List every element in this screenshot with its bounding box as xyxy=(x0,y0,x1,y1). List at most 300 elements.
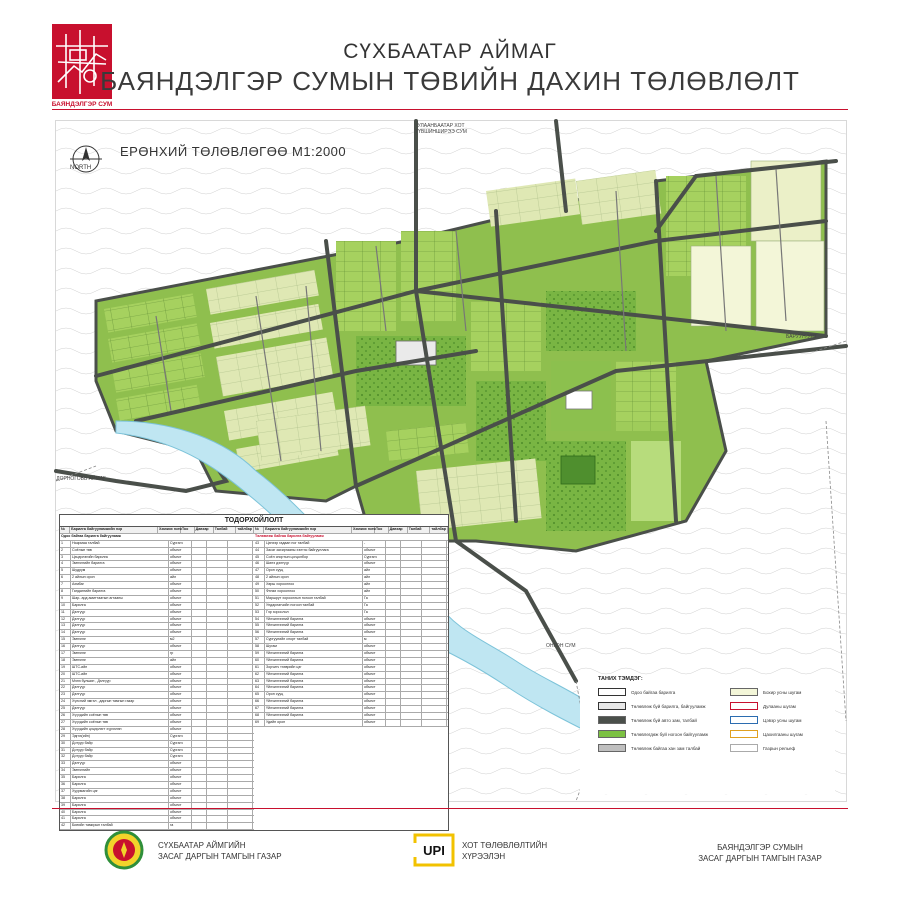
row-number: 53 xyxy=(254,610,265,616)
legend-existing-building xyxy=(598,688,675,696)
row-value xyxy=(207,548,228,554)
row-unit: объект xyxy=(169,589,192,595)
header-floors: Давхар xyxy=(195,527,214,533)
row-value xyxy=(401,720,422,726)
row-value xyxy=(422,575,447,581)
row-value xyxy=(401,713,422,719)
row-number: 32 xyxy=(60,754,71,760)
row-number: 11 xyxy=(60,610,71,616)
row-unit: объект xyxy=(169,561,192,567)
row-unit: объект xyxy=(169,713,192,719)
row-unit: айл xyxy=(363,568,386,574)
row-value xyxy=(228,810,253,816)
row-value xyxy=(207,727,228,733)
table-header-row xyxy=(254,527,448,534)
legend-water-line xyxy=(730,716,801,724)
aimag-office-line2: ЗАСАГ ДАРГЫН ТАМГЫН ГАЗАР xyxy=(158,852,282,861)
row-unit: объект xyxy=(363,665,386,671)
north-label: NORTH xyxy=(70,165,92,171)
row-value xyxy=(401,665,422,671)
row-value xyxy=(207,617,228,623)
row-number: 23 xyxy=(60,692,71,698)
table-row xyxy=(60,582,254,589)
row-value xyxy=(192,713,207,719)
row-unit: объект xyxy=(169,685,192,691)
row-number: 34 xyxy=(60,768,71,774)
row-unit: айл xyxy=(169,575,192,581)
row-value xyxy=(228,665,253,671)
row-unit: объект xyxy=(363,623,386,629)
row-unit: объект xyxy=(363,630,386,636)
row-name: Дэлгүүр xyxy=(71,610,169,616)
row-value xyxy=(192,823,207,829)
header-area: Талбай xyxy=(408,527,431,533)
row-name: Хуурмагийн цэг xyxy=(71,789,169,795)
header-name: Барилга байгууламжийн нэр xyxy=(264,527,352,533)
row-unit: объект xyxy=(169,810,192,816)
table-row xyxy=(60,596,254,603)
row-unit: Га xyxy=(363,596,386,602)
row-value xyxy=(386,623,401,629)
row-value xyxy=(422,630,447,636)
row-unit: объект xyxy=(169,720,192,726)
row-value xyxy=(228,555,253,561)
row-value xyxy=(207,555,228,561)
row-number: 40 xyxy=(60,810,71,816)
table-row xyxy=(254,617,448,624)
row-number: 43 xyxy=(254,541,265,547)
row-value xyxy=(228,796,253,802)
row-number: 45 xyxy=(254,555,265,561)
row-name: Шугам xyxy=(265,644,363,650)
table-row xyxy=(254,685,448,692)
row-number: 49 xyxy=(254,582,265,588)
legend-label: Төлөвлөгдөж буй ногоон байгууламж xyxy=(631,731,709,737)
header-name: Барилга байгууламжийн нэр xyxy=(70,527,158,533)
row-unit: Сургагч xyxy=(169,734,192,740)
aimag-title: СҮХБААТАР АЙМАГ xyxy=(343,40,557,63)
table-row xyxy=(254,706,448,713)
row-number: 61 xyxy=(254,665,265,671)
row-unit: объект xyxy=(169,617,192,623)
row-name: Дэлгүүр xyxy=(71,692,169,698)
table-row xyxy=(60,823,254,830)
row-value xyxy=(192,637,207,643)
row-value xyxy=(207,685,228,691)
row-value xyxy=(386,630,401,636)
row-unit: объект xyxy=(169,761,192,767)
table-row xyxy=(254,651,448,658)
row-number: 4 xyxy=(60,561,71,567)
row-unit: объект xyxy=(363,548,386,554)
row-number: 5 xyxy=(60,568,71,574)
legend-title: ТАНИХ ТЭМДЭГ: xyxy=(598,676,643,682)
row-value xyxy=(192,555,207,561)
row-value xyxy=(386,603,401,609)
row-value xyxy=(386,548,401,554)
section-existing-label: Одоо байгаа барилга байгууламж xyxy=(61,533,122,538)
row-number: 47 xyxy=(254,568,265,574)
row-value xyxy=(228,589,253,595)
row-value xyxy=(422,623,447,629)
row-number: 39 xyxy=(60,803,71,809)
table-row xyxy=(254,555,448,562)
row-value xyxy=(207,610,228,616)
table-row xyxy=(60,720,254,727)
row-number: 64 xyxy=(254,685,265,691)
row-unit: Га xyxy=(363,610,386,616)
row-value xyxy=(228,548,253,554)
row-unit: объект xyxy=(169,706,192,712)
table-row xyxy=(60,713,254,720)
row-number: 46 xyxy=(254,561,265,567)
legend-heating-line xyxy=(730,702,796,710)
row-value xyxy=(192,596,207,602)
row-value xyxy=(207,768,228,774)
row-value xyxy=(228,748,253,754)
row-value xyxy=(207,775,228,781)
section-planned-label: Төлөвлөж байгаа барилга байгууламж xyxy=(255,533,324,538)
row-value xyxy=(207,823,228,829)
specification-columns xyxy=(60,527,448,830)
row-value xyxy=(192,741,207,747)
row-unit: объект xyxy=(169,555,192,561)
row-number: 37 xyxy=(60,789,71,795)
row-unit: объект xyxy=(363,699,386,705)
road-label-east: БАРУУН-УРТ xyxy=(786,334,817,340)
row-number: 66 xyxy=(254,699,265,705)
table-row xyxy=(60,754,254,761)
row-value xyxy=(401,582,422,588)
row-name: Удийн орон xyxy=(265,720,363,726)
row-unit: айл xyxy=(169,658,192,664)
row-number: 51 xyxy=(254,596,265,602)
row-value xyxy=(422,589,447,595)
row-unit: айл xyxy=(363,582,386,588)
row-unit: объект xyxy=(363,679,386,685)
row-value xyxy=(228,727,253,733)
row-value xyxy=(401,658,422,664)
row-value xyxy=(386,665,401,671)
row-value xyxy=(386,610,401,616)
row-value xyxy=(422,582,447,588)
row-value xyxy=(386,672,401,678)
row-name: Сургуулийн спорт талбай xyxy=(265,637,363,643)
row-number: 10 xyxy=(60,603,71,609)
row-value xyxy=(192,658,207,664)
row-name: Үйлчилгээний барилга xyxy=(265,672,363,678)
row-value xyxy=(228,823,253,829)
table-row xyxy=(60,748,254,755)
row-unit: объект xyxy=(169,816,192,822)
row-name: Хүүхдийн соёлын төв xyxy=(71,720,169,726)
row-name: Шинэ дэлгүүр xyxy=(265,561,363,567)
row-value xyxy=(192,665,207,671)
row-value xyxy=(192,720,207,726)
road-label-north: УЛААНБААТАР ХОТ ТҮВШИНШИРЭЭ СУМ xyxy=(415,123,467,135)
header-unit: Хэмжих нэгж xyxy=(158,527,182,531)
specification-title: ТОДОРХОЙЛОЛТ xyxy=(60,515,448,527)
legend-label: Төлөвлөж байгаа хан зам талбай xyxy=(631,745,701,751)
legend-swatch xyxy=(730,730,758,738)
row-number: 69 xyxy=(254,720,265,726)
row-value xyxy=(228,782,253,788)
row-name: Дэлгүүр xyxy=(71,623,169,629)
row-number: 19 xyxy=(60,665,71,671)
table-row xyxy=(254,568,448,575)
row-value xyxy=(401,575,422,581)
legend-label: Дулааны шугам xyxy=(763,703,796,709)
table-row xyxy=(60,644,254,651)
row-name: Дэлгүүр xyxy=(71,761,169,767)
row-value xyxy=(192,644,207,650)
row-value xyxy=(207,589,228,595)
row-value xyxy=(192,651,207,657)
specification-table xyxy=(59,514,449,831)
row-number: 31 xyxy=(60,748,71,754)
row-value xyxy=(422,685,447,691)
table-header-row xyxy=(60,527,254,534)
row-value xyxy=(192,775,207,781)
table-row xyxy=(254,589,448,596)
legend-swatch xyxy=(730,688,758,696)
row-value xyxy=(207,782,228,788)
row-value xyxy=(228,734,253,740)
row-value xyxy=(228,754,253,760)
row-value xyxy=(192,575,207,581)
row-value xyxy=(422,561,447,567)
row-value xyxy=(422,637,447,643)
table-row xyxy=(60,734,254,741)
row-value xyxy=(207,810,228,816)
row-unit: Га xyxy=(363,603,386,609)
row-value xyxy=(228,617,253,623)
row-value xyxy=(228,541,253,547)
row-unit: объект xyxy=(169,568,192,574)
table-row xyxy=(60,816,254,823)
row-value xyxy=(386,617,401,623)
legend-terrain xyxy=(730,744,795,752)
row-name: Соёл спортын цогцолбор xyxy=(265,555,363,561)
row-value xyxy=(228,741,253,747)
row-value xyxy=(386,582,401,588)
aimag-office-line1: СҮХБААТАР АЙМГИЙН xyxy=(158,841,246,850)
row-value xyxy=(207,816,228,822)
row-value xyxy=(422,665,447,671)
table-row xyxy=(60,692,254,699)
row-number: 1 xyxy=(60,541,71,547)
row-unit: Сургагч xyxy=(169,541,192,547)
row-number: 28 xyxy=(60,727,71,733)
row-value xyxy=(228,630,253,636)
header-no: № xyxy=(254,527,264,533)
row-value xyxy=(228,699,253,705)
row-name: Барилга xyxy=(71,775,169,781)
legend-swatch xyxy=(598,716,626,724)
row-value xyxy=(228,706,253,712)
legend-planned-building xyxy=(598,702,705,710)
row-value xyxy=(401,679,422,685)
row-number: 27 xyxy=(60,720,71,726)
section-existing xyxy=(60,534,254,541)
aimag-emblem-icon xyxy=(104,830,144,870)
legend-planned-square xyxy=(598,744,700,752)
row-value xyxy=(401,541,422,547)
row-value xyxy=(386,589,401,595)
row-value xyxy=(192,748,207,754)
row-value xyxy=(401,603,422,609)
row-number: 68 xyxy=(254,713,265,719)
row-name: Барилга xyxy=(71,810,169,816)
row-value xyxy=(207,568,228,574)
row-value xyxy=(207,603,228,609)
row-value xyxy=(207,582,228,588)
row-unit: объект xyxy=(169,699,192,705)
row-value xyxy=(207,741,228,747)
table-row xyxy=(60,810,254,817)
row-number: 17 xyxy=(60,651,71,657)
legend-swatch xyxy=(598,744,626,752)
upi-logo xyxy=(413,833,455,867)
row-number: 9 xyxy=(60,596,71,602)
row-unit: объект xyxy=(363,672,386,678)
table-row xyxy=(60,679,254,686)
row-name: Барилга xyxy=(71,803,169,809)
section-planned xyxy=(254,534,448,541)
row-value xyxy=(228,713,253,719)
row-value xyxy=(192,548,207,554)
table-row xyxy=(254,610,448,617)
row-value xyxy=(192,768,207,774)
row-value xyxy=(207,630,228,636)
row-name: Эмнэлэг xyxy=(71,651,169,657)
row-unit: Сургагч xyxy=(169,741,192,747)
row-value xyxy=(228,582,253,588)
row-value xyxy=(422,541,447,547)
row-value xyxy=(207,637,228,643)
row-value xyxy=(422,603,447,609)
table-row xyxy=(254,541,448,548)
row-name: Үйлчилгээний барилга xyxy=(265,699,363,705)
table-row xyxy=(254,637,448,644)
table-row xyxy=(254,692,448,699)
upi-institute-text xyxy=(462,840,547,862)
table-row xyxy=(254,630,448,637)
master-plan-map[interactable] xyxy=(55,120,847,828)
table-row xyxy=(254,623,448,630)
row-unit: Сургагч xyxy=(363,555,386,561)
row-number: 44 xyxy=(254,548,265,554)
row-unit: объект xyxy=(169,692,192,698)
row-value xyxy=(386,713,401,719)
row-unit: объект xyxy=(169,630,192,636)
row-value xyxy=(422,644,447,650)
client-office-text xyxy=(690,842,830,864)
table-row xyxy=(60,665,254,672)
row-name: Үйлчилгээний барилга xyxy=(265,685,363,691)
table-row xyxy=(60,727,254,734)
row-value xyxy=(192,810,207,816)
footer-divider xyxy=(52,808,848,809)
row-number: 55 xyxy=(254,623,265,629)
row-name: Маршрут хорооллын ногоон талбай xyxy=(265,596,363,602)
row-number: 8 xyxy=(60,589,71,595)
legend-label: Газрын рельеф xyxy=(763,745,796,751)
legend-label: Цахилгааны шугам xyxy=(763,731,803,737)
table-row xyxy=(60,658,254,665)
legend-label: Төлөвлөж буй барилга, байгууламж xyxy=(631,703,706,709)
row-value xyxy=(228,610,253,616)
table-row xyxy=(60,568,254,575)
client-line2: ЗАСАГ ДАРГЫН ТАМГЫН ГАЗАР xyxy=(698,854,822,863)
row-unit: объект xyxy=(169,610,192,616)
legend-power-line xyxy=(730,730,803,738)
row-name: Орон сууц xyxy=(265,692,363,698)
row-value xyxy=(192,734,207,740)
row-value xyxy=(228,603,253,609)
row-unit: объект xyxy=(169,679,192,685)
row-unit: Сургагч xyxy=(169,748,192,754)
row-number: 52 xyxy=(254,603,265,609)
legend-swatch xyxy=(730,744,758,752)
table-row xyxy=(254,644,448,651)
table-row xyxy=(60,699,254,706)
row-value xyxy=(192,603,207,609)
aimag-office-text xyxy=(158,840,282,862)
row-value xyxy=(228,816,253,822)
row-name: Ньярмаа талбай xyxy=(71,541,169,547)
row-name: Дэлгүүр xyxy=(71,617,169,623)
row-value xyxy=(192,623,207,629)
table-row xyxy=(254,596,448,603)
legend-swatch xyxy=(598,730,626,738)
row-value xyxy=(422,596,447,602)
table-row xyxy=(60,782,254,789)
row-name: Үйлчилгээний барилга xyxy=(265,713,363,719)
legend-planned-road xyxy=(598,716,697,724)
row-value xyxy=(207,796,228,802)
row-value xyxy=(207,651,228,657)
row-unit: объект xyxy=(169,796,192,802)
row-number: 26 xyxy=(60,713,71,719)
row-value xyxy=(422,651,447,657)
table-row xyxy=(60,685,254,692)
row-value xyxy=(422,699,447,705)
row-name: Ахмбаг xyxy=(71,582,169,588)
row-value xyxy=(401,561,422,567)
row-unit: айл xyxy=(363,589,386,595)
legend-label: Одоо байгаа барилга xyxy=(631,689,676,695)
row-value xyxy=(401,610,422,616)
row-name: 2 айлын орон xyxy=(265,575,363,581)
row-name: Дотуур байр xyxy=(71,754,169,760)
row-value xyxy=(207,754,228,760)
row-number: 56 xyxy=(254,630,265,636)
row-name: Эмнэлэг xyxy=(71,658,169,664)
upi-line2: ХҮРЭЭЛЭН xyxy=(462,852,506,861)
table-row xyxy=(60,541,254,548)
row-value xyxy=(192,589,207,595)
row-value xyxy=(192,672,207,678)
table-row xyxy=(254,713,448,720)
row-name: Барилга xyxy=(71,816,169,822)
row-value xyxy=(192,568,207,574)
row-number: 13 xyxy=(60,623,71,629)
row-value xyxy=(207,623,228,629)
row-value xyxy=(207,748,228,754)
row-name: Үйлчилгээний барилга xyxy=(265,630,363,636)
row-value xyxy=(228,575,253,581)
